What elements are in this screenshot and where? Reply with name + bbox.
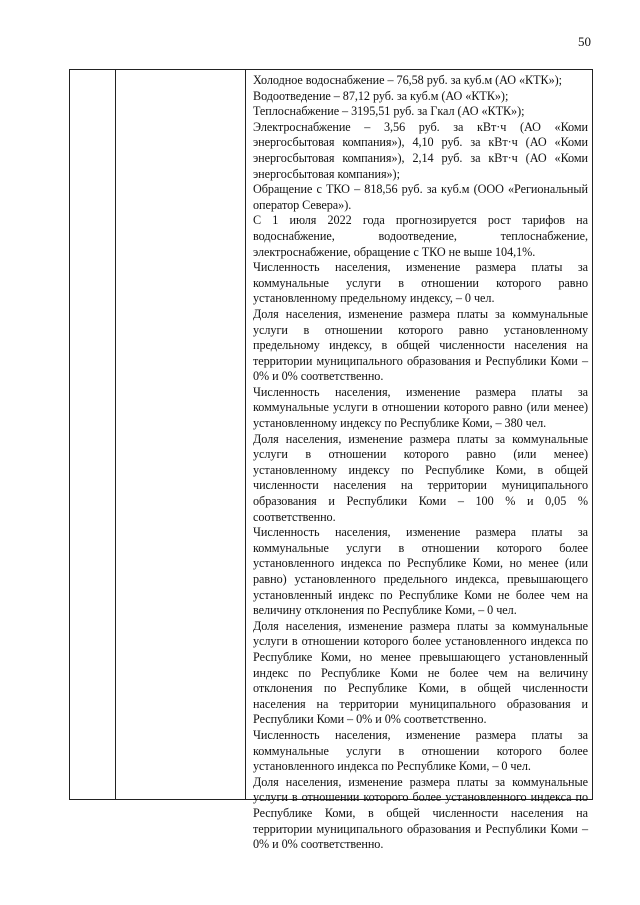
paragraph-population-above-index: Численность населения, изменение размера платы за коммунальные услуги в отношении которого более установленного индекса по Республике Коми, – 0 чел.: [253, 727, 588, 774]
table-column-divider-2: [245, 70, 246, 799]
paragraph-heat-supply: Теплоснабжение – 3195,51 руб. за Гкал (АО «КТК»);: [253, 104, 525, 119]
paragraph-cold-water: Холодное водоснабжение – 76,58 руб. за куб.м (АО «КТК»);: [253, 73, 562, 87]
document-table: [69, 69, 593, 852]
paragraph-population-deviation: Численность населения, изменение размера платы за коммунальные услуги в отношении которого более установленного индекса по Республике Коми, но менее (или равно) установленного предельного индекса, превышающего установленный индекс по Республике Коми не более чем на величину отклонения по Республике Коми, – 0 чел.: [253, 525, 588, 618]
paragraph-drainage: Водоотведение – 87,12 руб. за куб.м (АО «КТК»);: [253, 88, 509, 103]
paragraph-tariff-forecast: С 1 июля 2022 года прогнозируется рост тарифов на водоснабжение, водоотведение, теплоснабжение, электроснабжение, обращение с ТКО не выше 104,1%.: [253, 213, 588, 259]
paragraph-share-limit-index: Доля населения, изменение размера платы за коммунальные услуги в отношении которого равно установленному предельному индексу, в общей численности населения на территории муниципального образования и Республики Коми – 0% и 0% соответственно.: [253, 306, 588, 384]
table-text-cell: [253, 73, 588, 853]
paragraph-electricity: Электроснабжение – 3,56 руб. за кВт·ч (АО «Коми энергосбытовая компания»), 4,10 руб. за кВт·ч (АО «Коми энергосбытовая компания»), 2,14 руб. за кВт·ч (АО «Коми энергосбытовая компания»);: [253, 119, 588, 181]
paragraph-share-regional-index: Доля населения, изменение размера платы за коммунальные услуги в отношении которого равно (или менее) установленному индексу по Республике Коми, в общей численности населения на территории муниципального образования и Республики Коми – 100 % и 0,05 % соответственно.: [253, 431, 588, 524]
paragraph-share-deviation: Доля населения, изменение размера платы за коммунальные услуги в отношении которого более установленного индекса по Республике Коми, но менее превышающего установленный индекс по Республике Коми не более чем на величину отклонения по Республике Коми, в общей численности населения на территории муниципального образования и Республики Коми – 0% и 0% соответственно.: [253, 618, 588, 727]
page-number: 50: [578, 34, 591, 49]
paragraph-waste: Обращение с ТКО – 818,56 руб. за куб.м (ООО «Региональный оператор Севера»).: [253, 182, 588, 212]
paragraph-population-regional-index: Численность населения, изменение размера платы за коммунальные услуги в отношении которого равно (или менее) установленному индексу по Республике Коми, – 380 чел.: [253, 384, 588, 431]
paragraph-population-limit-index: Численность населения, изменение размера платы за коммунальные услуги в отношении которого равно установленному предельному индексу, – 0 чел.: [253, 260, 588, 306]
table-column-divider-1: [115, 70, 116, 799]
paragraph-share-above-index: Доля населения, изменение размера платы за коммунальные услуги в отношении которого более установленного индекса по Республике Коми, в общей численности населения на территории муниципального образования и Республики Коми – 0% и 0% соответственно.: [253, 774, 588, 852]
